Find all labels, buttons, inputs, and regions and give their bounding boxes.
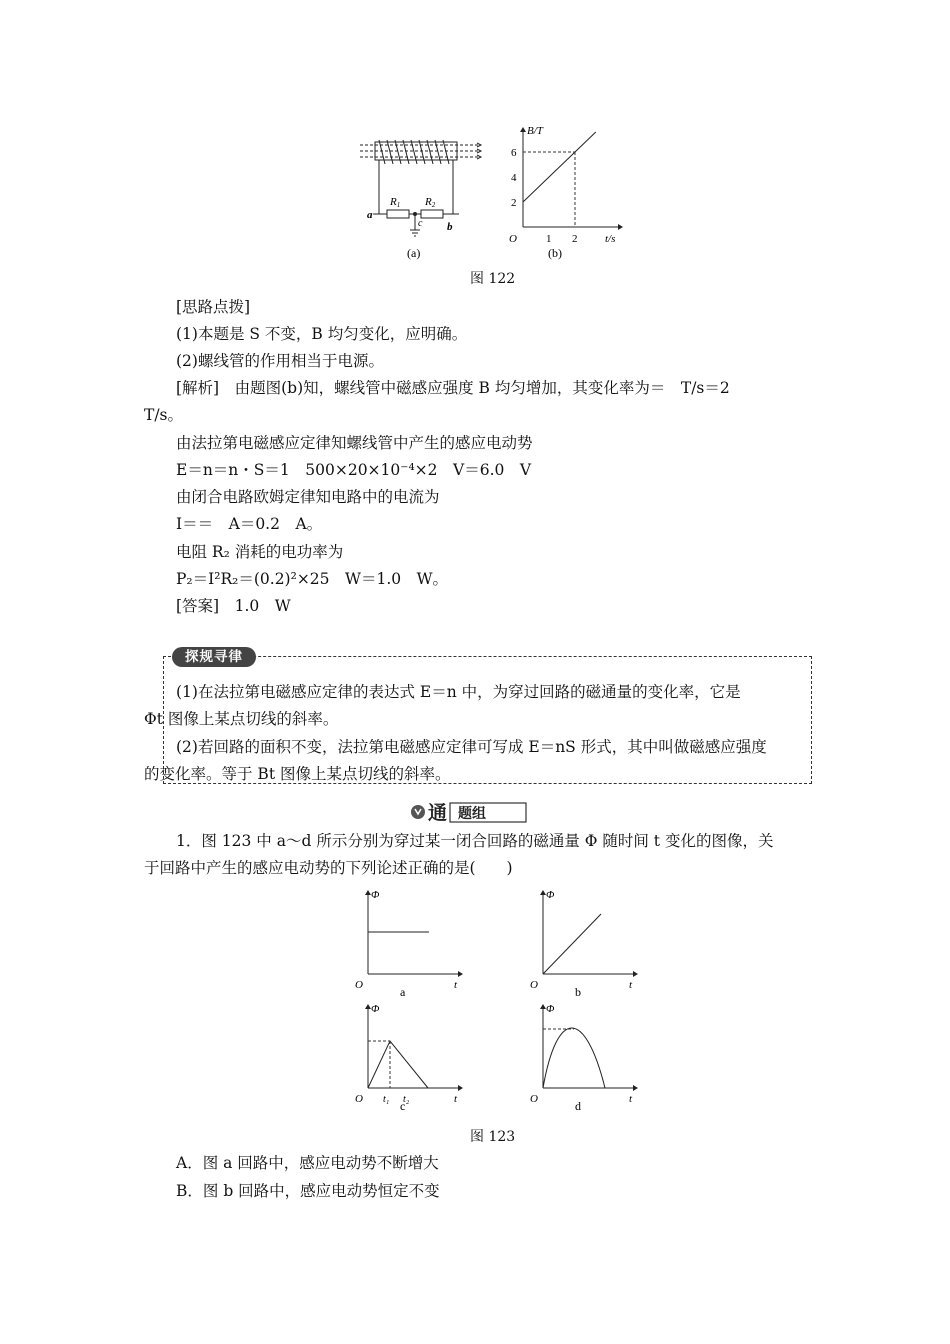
current-equation: I＝＝ A＝0.2 A。 [176, 515, 323, 533]
section-heart-icon [411, 805, 425, 819]
panel-b-label: (b) [548, 246, 562, 260]
terminal-a-label: a [367, 209, 373, 221]
panel-label: c [400, 1099, 406, 1113]
hint-1: (1)本题是 S 不变，B 均匀变化，应明确。 [176, 325, 468, 343]
figure-123-caption: 图 123 [470, 1129, 516, 1145]
hint-title: [思路点拨] [176, 298, 251, 316]
svg-text:t₁: t₁ [383, 1094, 390, 1105]
x-tick-label: 1 [546, 233, 552, 245]
figure-122-caption: 图 122 [470, 271, 516, 287]
rule-box-badge: 探规寻律 [172, 647, 256, 667]
phi-graph-b [530, 889, 638, 999]
option-a: A．图 a 回路中，感应电动势不断增大 [176, 1154, 439, 1172]
rule-line-1: (1)在法拉第电磁感应定律的表达式 E＝n 中，为穿过回路的磁通量的变化率，它是 [176, 683, 741, 701]
analysis-line-1b: T/s。 [144, 406, 184, 424]
rule-line-2: (2)若回路的面积不变，法拉第电磁感应定律可写成 E＝nS 形式，其中叫做磁感应强度 [176, 738, 767, 756]
phi-graph-d [530, 1003, 638, 1113]
panel-label: b [575, 985, 581, 999]
svg-text:Φ: Φ [371, 1003, 380, 1015]
phi-graph-c [355, 1003, 463, 1113]
y-tick-label: 2 [511, 197, 517, 209]
origin-label: O [509, 233, 517, 245]
y-tick-label: 6 [511, 147, 517, 159]
analysis-line-1: [解析] 由题图(b)知，螺线管中磁感应强度 B 均匀增加，其变化率为＝ T/s＝2 [176, 379, 730, 397]
svg-text:Φ: Φ [546, 889, 555, 901]
svg-text:O: O [355, 1093, 363, 1105]
panel-a-label: (a) [407, 246, 421, 260]
svg-text:O: O [530, 979, 538, 991]
figure-123 [330, 882, 650, 1122]
analysis-line-4: 由闭合电路欧姆定律知电路中的电流为 [176, 488, 440, 506]
section-title [408, 800, 530, 824]
power-equation: P₂＝I²R₂＝(0.2)²×25 W＝1.0 W。 [176, 570, 449, 588]
r1-label: R1 [390, 196, 401, 209]
svg-text:t: t [454, 1093, 458, 1105]
terminal-b-label: b [447, 221, 453, 233]
phi-graph-a [355, 889, 463, 999]
panel-label: a [400, 985, 406, 999]
hint-2: (2)螺线管的作用相当于电源。 [176, 352, 384, 370]
x-axis-label: t/s [605, 233, 616, 245]
y-axis-arrow [520, 127, 526, 132]
answer: [答案] 1.0 W [176, 597, 291, 615]
svg-text:Φ: Φ [546, 1003, 555, 1015]
svg-text:t: t [629, 979, 633, 991]
svg-text:O: O [530, 1093, 538, 1105]
x-axis-arrow [618, 224, 623, 230]
analysis-line-2: 由法拉第电磁感应定律知螺线管中产生的感应电动势 [176, 434, 533, 452]
y-axis-label: B/T [527, 125, 543, 137]
svg-text:t: t [454, 979, 458, 991]
analysis-line-6: 电阻 R₂ 消耗的电功率为 [176, 543, 344, 561]
figure-122 [355, 120, 635, 265]
section-mark: 通 [428, 802, 448, 824]
rule-line-1b: Φt 图像上某点切线的斜率。 [144, 710, 339, 728]
question-1-line-1: 1．图 123 中 a～d 所示分别为穿过某一闭合回路的磁通量 Φ 随时间 t 变化的图像，关 [176, 832, 774, 850]
r2-label: R2 [425, 196, 436, 209]
svg-text:t: t [629, 1093, 633, 1105]
emf-equation: E＝n＝n・S＝1 500×20×10⁻⁴×2 V＝6.0 V [176, 461, 532, 479]
option-b: B．图 b 回路中，感应电动势恒定不变 [176, 1182, 440, 1200]
svg-text:O: O [355, 979, 363, 991]
bt-chart [509, 125, 623, 245]
panel-label: d [575, 1099, 581, 1113]
x-tick-label: 2 [572, 233, 578, 245]
y-tick-label: 4 [511, 172, 517, 184]
svg-text:t₂: t₂ [403, 1094, 410, 1105]
section-title-text: 题组 [458, 806, 486, 822]
rule-line-2b: 的变化率。等于 Bt 图像上某点切线的斜率。 [144, 765, 451, 783]
svg-text:Φ: Φ [371, 889, 380, 901]
terminal-c-label: c [418, 218, 423, 229]
b-line [523, 132, 596, 202]
question-1-line-2: 于回路中产生的感应电动势的下列论述正确的是( ) [144, 859, 513, 877]
